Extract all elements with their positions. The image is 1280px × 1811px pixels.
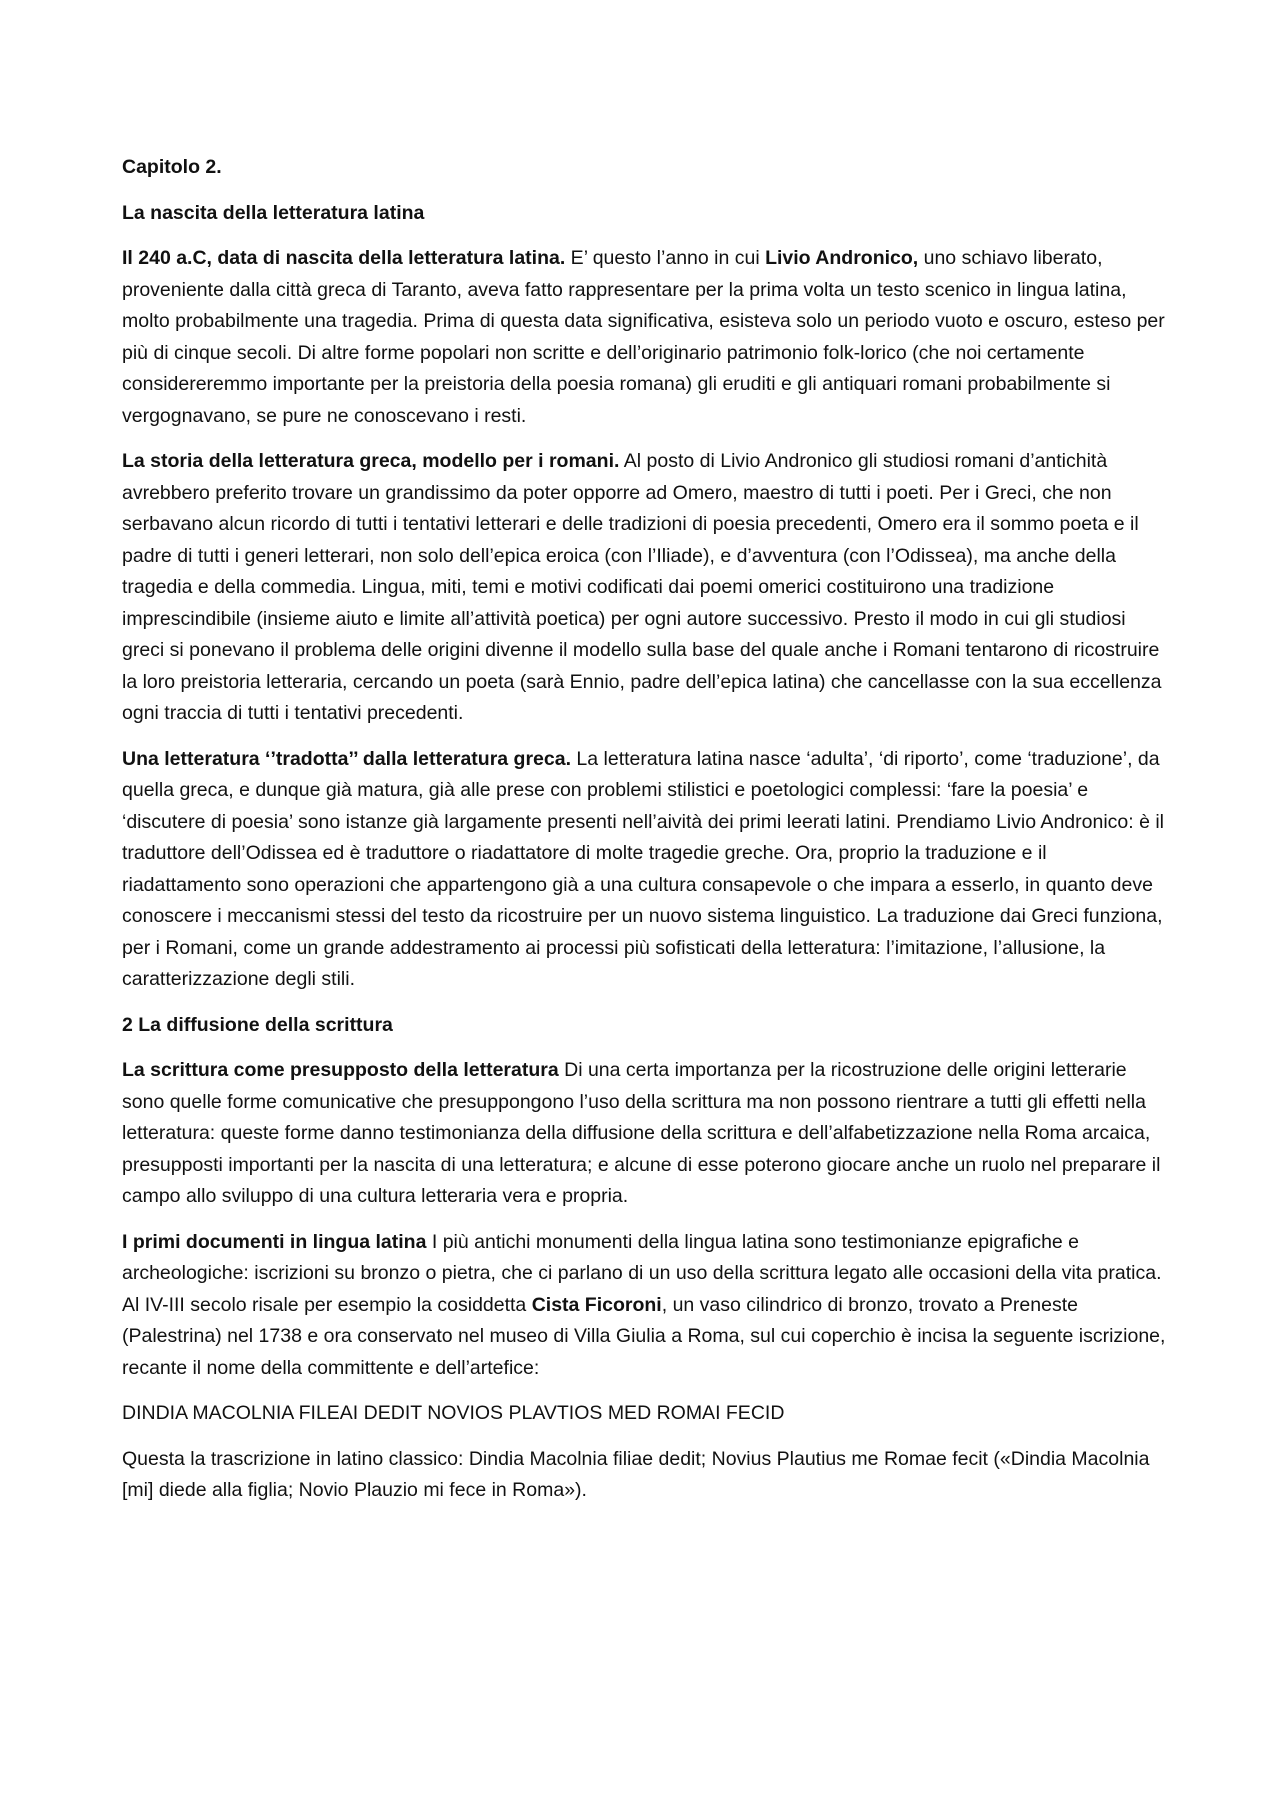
bold-name: Livio Andronico,	[765, 247, 919, 269]
transcription-text: Questa la trascrizione in latino classico: Dindia Macolnia filiae dedit; Novius Plautius me Romae fecit («Dindia Macolnia [mi] diede alla figlia; Novio Plauzio mi fece in Roma»).	[122, 1447, 1150, 1501]
paragraph-text: uno schiavo liberato, proveniente dalla città greca di Taranto, aveva fatto rappresentare per la prima volta un testo scenico in lingua latina, molto probabilmente una tragedia. Prima di questa data significativa, esisteva solo un periodo vuoto e oscuro, esteso per più di cinque secoli. Di altre forme popolari non scritte e dell’originario patrimonio folk-lorico (che noi certamente considereremmo importante per la preistoria della poesia romana) gli eruditi e gli antiquari romani probabilmente si vergognavano, se pure ne conoscevano i resti.	[122, 247, 1165, 427]
inscription-text: DINDIA MACOLNIA FILEAI DEDIT NOVIOS PLAVTIOS MED ROMAI FECID	[122, 1402, 785, 1424]
bold-name: Cista Ficoroni	[531, 1293, 662, 1316]
paragraph-birth-of-literature	[122, 243, 1167, 432]
paragraph-translated-literature	[122, 744, 1167, 996]
paragraph-lead: I primi documenti in lingua latina	[122, 1230, 427, 1253]
section-title: 2 La diffusione della scrittura	[122, 1013, 393, 1036]
paragraph-text: E’ questo l’anno in cui	[565, 247, 766, 269]
paragraph-lead: La storia della letteratura greca, modello per i romani.	[122, 450, 620, 472]
paragraph-text: La letteratura latina nasce ‘adulta’, ‘di riporto’, come ‘traduzione’, da quella greca, e dunque già matura, già alle prese con problemi stilistici e poetologici complessi: ‘fare la poesia’ e ‘discutere di poesia’ sono istanze già largamente presenti nell’aività dei primi leerati latini. Prendiamo Livio Andronico: è il traduttore dell’Odissea ed è traduttore o riadattatore di molte tragedie greche. Ora, proprio la traduzione e il riadattamento sono operazioni che appartengono già a una cultura consapevole o che impara a esserlo, in quanto deve conoscere i meccanismi stessi del testo da ricostruire per un nuovo sistema linguistico. La traduzione dai Greci funziona, per i Romani, come un grande addestramento ai processi più sofisticati della letteratura: l’imitazione, l’allusione, la caratterizzazione degli stili.	[122, 747, 1165, 990]
chapter-title: Capitolo 2.	[122, 156, 222, 178]
paragraph-lead: Il 240 a.C, data di nascita della letteratura latina.	[122, 247, 566, 269]
paragraph-text: , un vaso cilindrico di bronzo, trovato a Preneste (Palestrina) nel 1738 e ora conservato nel museo di Villa Giulia a Roma, sul cui coperchio è incisa la seguente iscrizione, recante il nome della committente e dell’artefice:	[122, 1293, 1166, 1379]
paragraph-lead: Una letteratura ‘’tradotta’’ dalla letteratura greca.	[122, 747, 572, 770]
document-page	[122, 152, 1167, 1521]
chapter-subtitle: La nascita della letteratura latina	[122, 201, 425, 224]
paragraph-text: Al posto di Livio Andronico gli studiosi romani d’antichità avrebbero preferito trovare un grandissimo da poter opporre ad Omero, maestro di tutti i poeti. Per i Greci, che non serbavano alcun ricordo di tutti i tentativi letterari e delle tradizioni di poesia precedenti, Omero era il sommo poeta e il padre di tutti i generi letterari, non solo dell’epica eroica (con l’Iliade), e d’avventura (con l’Odissea), ma anche della tragedia e della commedia. Lingua, miti, temi e motivi codificati dai poemi omerici costituirono una tradizione imprescindibile (insieme aiuto e limite all’attività poetica) per ogni autore successivo. Presto il modo in cui gli studiosi greci si ponevano il problema delle origini divenne il modello sulla base del quale anche i Romani tentarono di ricostruire la loro preistoria letteraria, cercando un poeta (sarà Ennio, padre dell’epica latina) che cancellasse con la sua eccellenza ogni traccia di tutti i tentativi precedenti.	[122, 450, 1162, 724]
paragraph-greek-model	[122, 446, 1167, 730]
paragraph-lead: La scrittura come presupposto della letteratura	[122, 1059, 559, 1081]
paragraph-text: Di una certa importanza per la ricostruzione delle origini letterarie sono quelle forme comunicative che presuppongono l’uso della scrittura ma non possono rientrare a tutti gli effetti nella letteratura: queste forme danno testimonianza della diffusione della scrittura e dell’alfabetizzazione nella Roma arcaica, presupposti importanti per la nascita di una letteratura; e alcune di esse poterono giocare anche un ruolo nel preparare il campo allo sviluppo di una cultura letteraria vera e propria.	[122, 1059, 1161, 1207]
paragraph-writing-prerequisite	[122, 1055, 1167, 1213]
paragraph-text: I più antichi monumenti della lingua latina sono testimonianze epigrafiche e archeologiche: iscrizioni su bronzo o pietra, che ci parlano di un uso della scrittura legato alle occasioni della vita pratica. Al IV-III secolo risale per esempio la cosiddetta	[122, 1230, 1162, 1316]
paragraph-first-documents	[122, 1227, 1167, 1385]
